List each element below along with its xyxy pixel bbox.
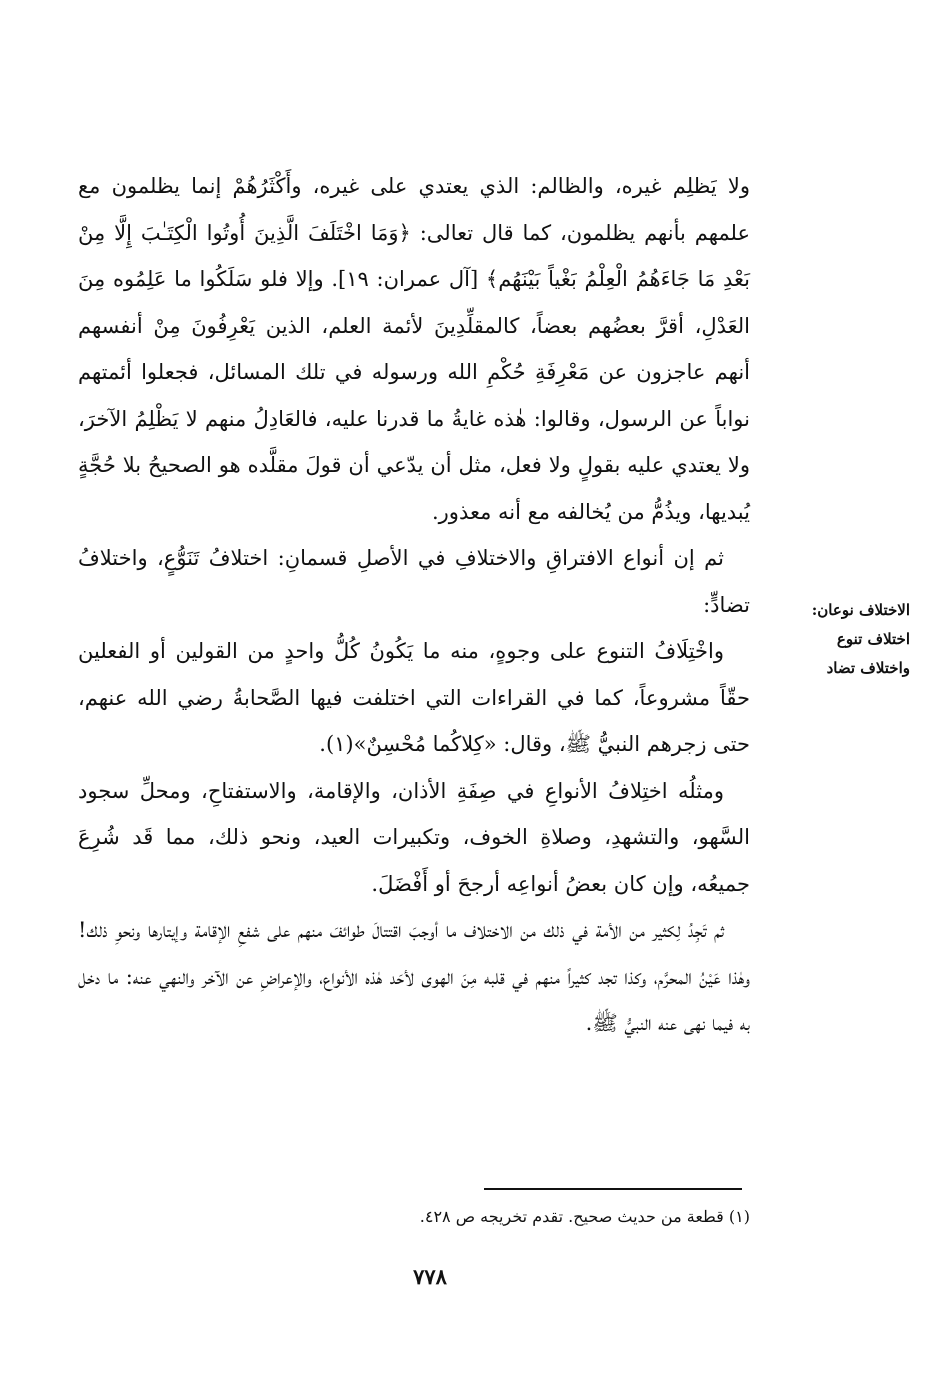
margin-heading-line-2: اختلاف تنوع — [836, 630, 910, 648]
footnote-divider — [484, 1188, 742, 1190]
paragraph-2: ثم إن أنواع الافتراقِ والاختلافِ في الأصلِ قسمانِ: اختلافُ تَنَوُّعٍ، واختلافُ تضادٍّ: — [78, 546, 750, 617]
main-text-block — [78, 163, 750, 1047]
paragraph-3: واخْتِلَافُ التنوع على وجوهٍ، منه ما يَكُونُ كُلُّ واحدٍ من القولين أو الفعلين حقّاً مشروعاً، كما في القراءات التي اختلفت فيها الصَّحابةُ رضي الله عنهم، حتى زجرهم النبيُّ ﷺ، وقال: «كِلاكُما مُحْسِنٌ»(١). — [78, 639, 750, 756]
margin-heading-line-3: واختلاف تضاد — [826, 659, 910, 677]
paragraph-1: ولا يَظلِم غيره، والظالم: الذي يعتدي على غيره، وأَكْثَرُهُمْ إنما يظلمون مع علمهم بأنهم يظلمون، كما قال تعالى: ﴿وَمَا اخْتَلَفَ الَّذِينَ أُوتُوا الْكِتَـٰبَ إِلَّا مِنْ بَعْدِ مَا جَاءَهُمُ الْعِلْمُ بَغْياً بَيْنَهُم﴾ [آل عمران: ١٩]. وإلا فلو سَلَكُوا ما عَلِمُوه مِنَ العَدْلِ، أقرَّ بعضُهم بعضاً، كالمقلِّدِينَ لأئمة العلم، الذين يَعْرِفُونَ مِنْ أنفسهم أنهم عاجزون عن مَعْرِفَةِ حُكْمِ الله ورسوله في تلك المسائل، فجعلوا أئمتهم نواباً عن الرسول، وقالوا: هٰذه غايةُ ما قدرنا عليه، فالعَادِلُ منهم لا يَظْلِمُ الآخرَ، ولا يعتدي عليه بقولٍ ولا فعل، مثل أن يدّعي أن قولَ مقلَّده هو الصحيحُ بلا حُجَّةٍ يُبديها، ويذُمُّ من يُخالفه مع أنه معذور. — [78, 174, 750, 524]
margin-heading — [760, 596, 910, 683]
paragraph-5: ثم تَجِدُ لِكثير من الأمة في ذلك من الاختلاف ما أوجبَ اقتتالَ طوائفَ منهم على شفعِ الإقامة وإيتارها ونحوِ ذلك! وهٰذا عَيْنُ المحرَّم، وكذا تجد كثيراً منهم في قلبه مِنَ الهوى لأحَد هٰذه الأنواع، والإعراضِ عن الآخر والنهي عنه: ما دخل به فيما نهى عنه النبيُّ ﷺ. — [78, 918, 750, 1035]
page-number: ٧٧٨ — [413, 1264, 447, 1289]
paragraph-4: ومثلُه اختِلافُ الأنواعِ في صِفَةِ الأذان، والإقامة، والاستفتاحِ، ومحلِّ سجود السَّهو، والتشهدِ، وصلاةِ الخوف، وتكبيرات العيد، ونحو ذلك، مما قَد شُرِعَ جميعُه، وإن كان بعضُ أنواعِه أرجحَ أو أَفْضَلَ. — [78, 778, 750, 896]
margin-heading-line-1: الاختلاف نوعان: — [811, 601, 910, 619]
footnote: (١) قطعة من حديث صحيح. تقدم تخريجه ص ٤٢٨. — [419, 1207, 750, 1226]
